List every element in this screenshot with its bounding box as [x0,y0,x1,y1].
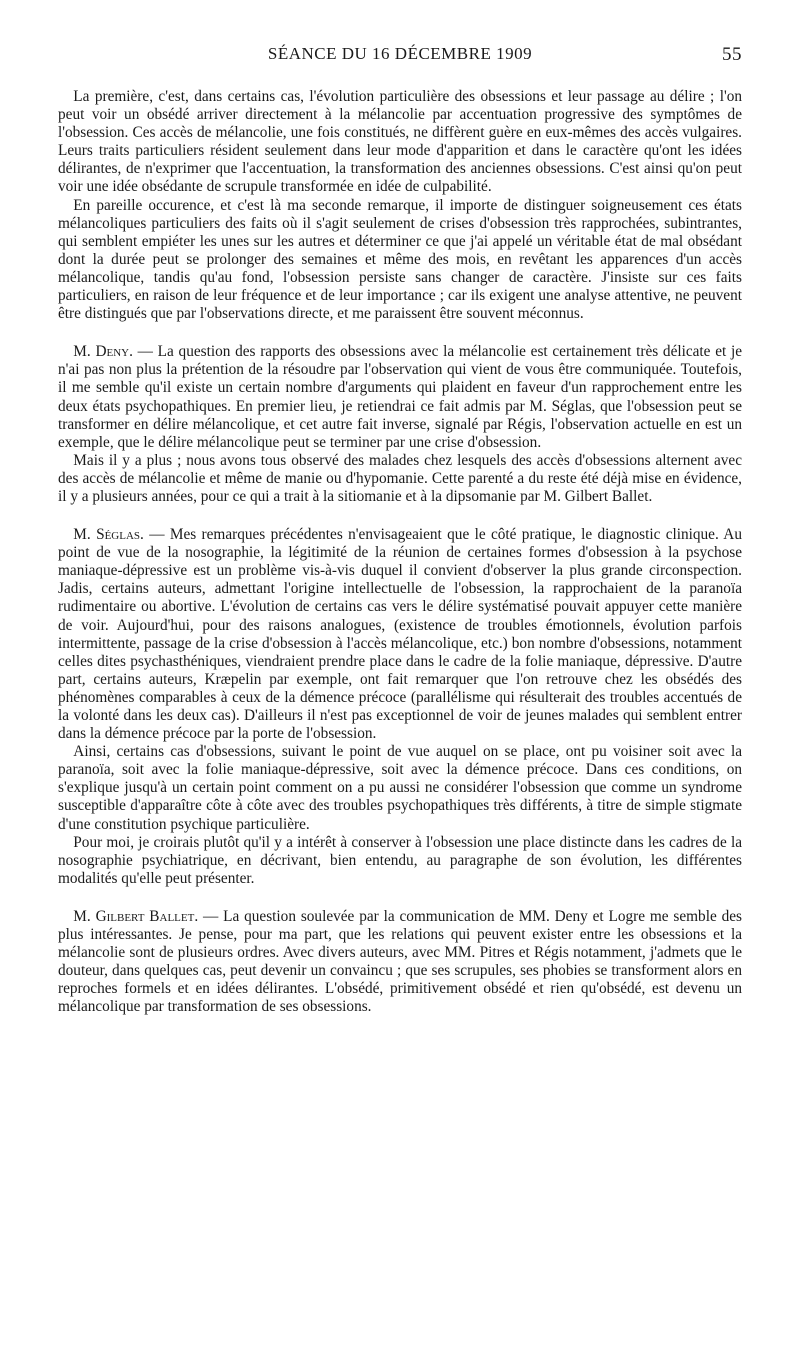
running-title: SÉANCE DU 16 DÉCEMBRE 1909 [267,44,533,63]
paragraph [58,834,742,888]
paragraph-text: Mais il y a plus ; nous avons tous observé des malades chez lesquels des accès d'obsessions alternent avec des accès de mélancolie et même de manie ou d'hypomanie. Cette parenté a du reste été déjà mise en évidence, il y a plusieurs années, pour ce qui a trait à la sitiomanie et à la dipsomanie par M. Gilbert Ballet. [58,451,742,505]
paragraph-text: Pour moi, je croirais plutôt qu'il y a intérêt à conserver à l'obsession une place distincte dans les cadres de la nosographie psychiatrique, en décrivant, bien entendu, au paragraphe de son évolution, les différentes modalités qu'elle peut présenter. [58,833,742,887]
speaker-name: M. Séglas. [73,526,144,544]
paragraph-text: — La question soulevée par la communication de MM. Deny et Logre me semble des plus intéressantes. Je pense, pour ma part, que les relations qui peuvent exister entre les obsessions et la mélancolie sont de plusieurs ordres. Avec divers auteurs, avec MM. Pitres et Régis notamment, j'admets que le douteur, dans quelques cas, peut devenir un convaincu ; que ses scrupules, ses phobies se transforment alors en reproches formels et en idées délirantes. L'obsédé, primitivement obsédé et rien qu'obsédé, est devenu un mélancolique par transformation de ses obsessions. [58,907,742,1016]
paragraph-text: Ainsi, certains cas d'obsessions, suivant le point de vue auquel on se place, ont pu voisiner soit avec la paranoïa, soit avec la folie maniaque-dépressive, soit avec la démence précoce. Dans ces conditions, on s'explique jusqu'à un certain point comment on a pu aussi ne considérer l'obsession que comme un syndrome susceptible d'apparaître côte à côte avec des troubles psychopathiques très différents, à titre de simple stigmate d'une constitution psychique particulière. [58,743,742,833]
running-head [58,42,742,72]
paragraph-text: — Mes remarques précédentes n'envisageaient que le côté pratique, le diagnostic clinique. Au point de vue de la nosographie, la légitimité de la réunion de certaines formes d'obsession à la psychose maniaque-dépressive est un problème vis-à-vis duquel il convient d'observer la plus grande circonspection. Jadis, certains auteurs, admettant l'origine intellectuelle de l'obsession, la rapprochaient de la paranoïa rudimentaire ou abortive. L'évolution de certains cas vers le délire systématisé pouvait appuyer cette manière de voir. Aujourd'hui, pour des raisons analogues, (existence de troubles émotionnels, évolution parfois intermittente, passage de la crise d'obsession à l'accès mélancolique, etc.) bon nombre d'obsessions, notamment celles dites psychasthéniques, viendraient prendre place dans le cadre de la folie maniaque, dépressive. D'autre part, certains auteurs, Kræpelin par exemple, ont fait remarquer que l'on retrouve chez les obsédés des phénomènes comparables à ceux de la démence précoce (parallélisme qui résulterait des troubles accentués de la volonté dans les deux cas). D'ailleurs il n'est pas exceptionnel de voir de jeunes malades qui semblent entrer dans la démence précoce par la porte de l'obsession. [58,526,743,743]
paragraph-text: La première, c'est, dans certains cas, l'évolution particulière des obsessions et leur passage au délire ; l'on peut voir un obsédé arriver directement à la mélancolie par accentuation progressive des symptômes de l'obsession. Ces accès de mélancolie, une fois constitués, ne diffèrent guère en eux-mêmes des accès vulgaires. Leurs traits particuliers résident seulement dans leur mode d'apparition et dans le caractère qu'ont les idées délirantes, de n'exprimer que l'accentuation, la transformation des anciennes obsessions. C'est ainsi qu'on peut voir une idée obsédante de scrupule transformée en idée de culpabilité. [58,88,742,196]
paragraph [58,343,742,452]
paragraph [58,526,742,743]
speaker-name: M. Gilbert Ballet. [73,907,199,925]
paragraph-text: En pareille occurence, et c'est là ma seconde remarque, il importe de distinguer soigneusement ces états mélancoliques particuliers des faits où il s'agit seulement de crises d'obsession très rapprochées, subintrantes, qui semblent empiéter les unes sur les autres et déterminer ce que j'ai appelé un véritable état de mal obsédant dont la durée peut se prolonger des semaines et même des mois, en revêtant les apparences d'un accès mélancolique, tandis qu'au fond, l'obsession persiste sans changer de caractère. J'insiste sur ces faits particuliers, en raison de leur fréquence et de leur importance ; car ils exigent une analyse attentive, ne peuvent être distingués que par l'observations directe, et me paraissent être souvent méconnus. [58,196,742,323]
paragraph [58,908,742,1017]
book-page [58,42,742,1017]
paragraph [58,88,742,197]
body-text [58,88,742,1017]
paragraph [58,197,742,324]
page-number: 55 [722,44,742,65]
paragraph [58,452,742,506]
paragraph-text: — La question des rapports des obsessions avec la mélancolie est certainement très délicate et je n'ai pas non plus la prétention de la résoudre par l'observation qui vient de vous être communiquée. Toutefois, il me semble qu'il existe un certain nombre d'arguments qui plaident en faveur d'un rapprochement entre les deux états psychopathiques. En premier lieu, je retiendrai ce fait admis par M. Séglas, que l'obsession peut se transformer en délire mélancolique, et cet autre fait inverse, signalé par Régis, l'observation actuelle en est un exemple, que le délire mélancolique peut se terminer par une crise d'obsession. [58,343,743,451]
paragraph [58,743,742,833]
speaker-name: M. Deny. [73,343,133,361]
